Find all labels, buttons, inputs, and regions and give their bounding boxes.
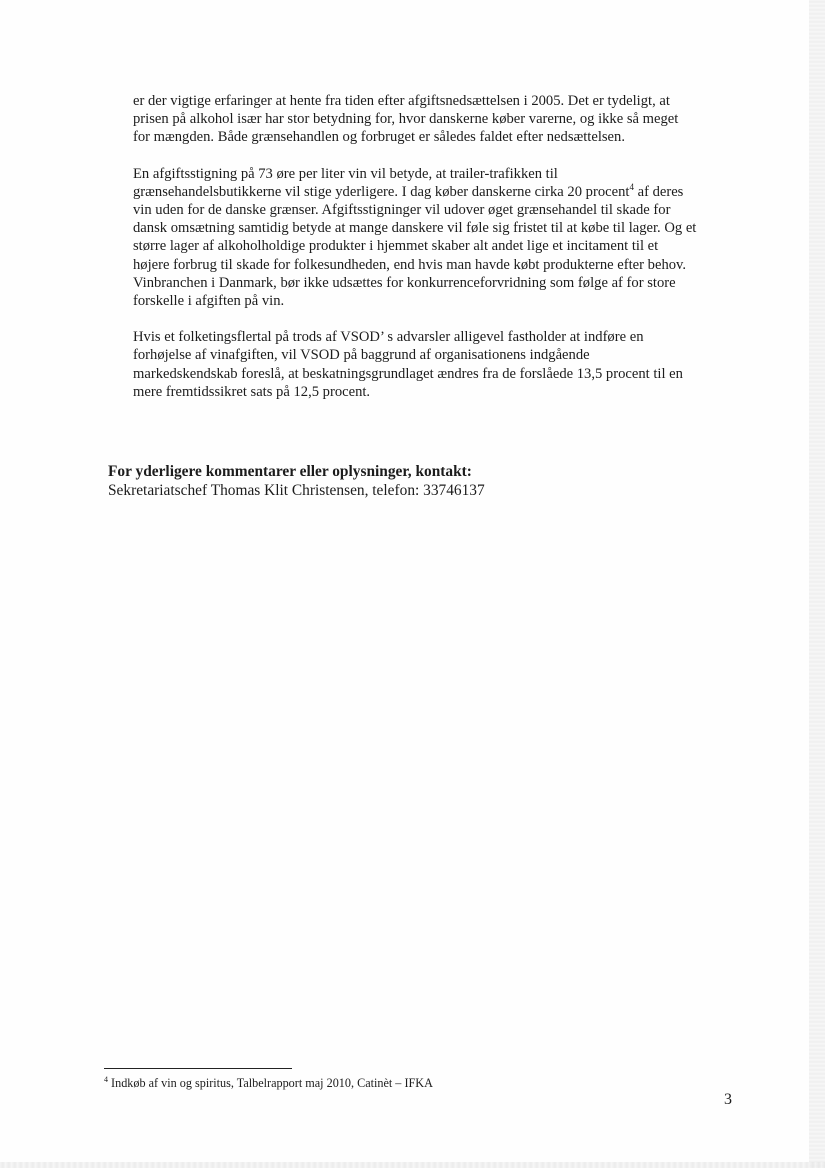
paragraph-line: Hvis et folketingsflertal på trods af VSOD’ s advarsler alligevel fastholder at indføre en (133, 329, 644, 346)
contact-heading: For yderligere kommentarer eller oplysninger, kontakt: (108, 463, 472, 480)
paragraph-line: forhøjelse af vinafgiften, vil VSOD på baggrund af organisationens indgående (133, 347, 590, 364)
contact-details: Sekretariatschef Thomas Klit Christensen, telefon: 33746137 (108, 482, 485, 499)
paragraph-line: højere forbrug til skade for folkesundheden, end hvis man havde købt produkterne efter behov. (133, 256, 687, 273)
paragraph-line: større lager af alkoholholdige produkter i hjemmet skaber alt andet lige et incitament til et (133, 238, 659, 255)
paragraph-3 (133, 328, 753, 401)
body-text (133, 92, 753, 419)
scan-edge-right (809, 0, 825, 1168)
footnote (104, 1076, 433, 1091)
page-number: 3 (724, 1091, 732, 1108)
paragraph-1 (133, 92, 753, 147)
paragraph-line: markedskendskab foreslå, at beskatningsgrundlaget ændres fra de forslåede 13,5 procent til en (133, 365, 683, 382)
paragraph-2 (133, 165, 753, 311)
paragraph-line: dansk omsætning samtidig betyde at mange danskere vil føle sig fristet til at købe til lager. Og et (133, 220, 697, 237)
line-text: grænsehandelsbutikkerne vil stige yderligere. I dag køber danskerne cirka 20 procent (133, 183, 630, 200)
footnote-separator (104, 1068, 292, 1069)
paragraph-line-with-footnote-ref (133, 183, 753, 201)
paragraph-line: mere fremtidssikret sats på 12,5 procent. (133, 383, 371, 400)
line-text-continued: af deres (633, 183, 684, 200)
paragraph-line: En afgiftsstigning på 73 øre per liter vin vil betyde, at trailer-trafikken til (133, 165, 558, 182)
contact-block (108, 462, 608, 500)
paragraph-line: vin uden for de danske grænser. Afgiftsstigninger vil udover øget grænsehandel til skade for (133, 202, 671, 219)
footnote-text: Indkøb af vin og spiritus, Talbelrapport maj 2010, Catinèt – IFKA (111, 1076, 433, 1090)
paragraph-line: forskelle i afgiften på vin. (133, 293, 285, 310)
paragraph-line: Vinbranchen i Danmark, bør ikke udsættes for konkurrenceforvridning som følge af for store (133, 274, 676, 291)
paragraph-line: prisen på alkohol især har stor betydning for, hvor danskerne køber varerne, og ikke så meget (133, 111, 679, 128)
footnote-reference[interactable]: 4 (629, 181, 634, 192)
footnote-number: 4 (104, 1075, 108, 1084)
scan-edge-bottom (0, 1162, 825, 1168)
paragraph-line: er der vigtige erfaringer at hente fra tiden efter afgiftsnedsættelsen i 2005. Det er tydeligt, at (133, 93, 670, 109)
paragraph-line: for mængden. Både grænsehandlen og forbruget er således faldet efter nedsættelsen. (133, 129, 625, 146)
